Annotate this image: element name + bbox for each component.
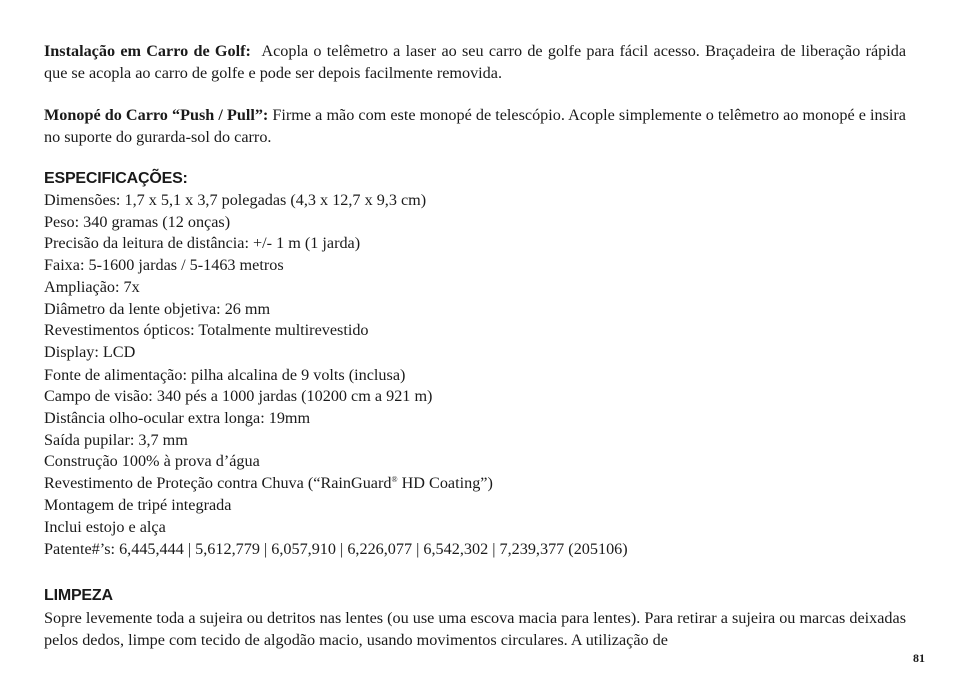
spec-item: Faixa: 5-1600 jardas / 5-1463 metros	[44, 256, 284, 275]
document-page	[44, 40, 906, 651]
cleaning-heading: LIMPEZA	[44, 586, 113, 604]
golf-cart-text: Acopla o telêmetro a laser ao seu carro de golfe para fácil acesso. Braçadeira de liberação rápida que se acopla ao carro de golfe e pode ser depois facilmente removida.	[44, 42, 907, 82]
spec-item-rainguard	[44, 473, 906, 495]
golf-cart-paragraph	[44, 40, 906, 84]
spec-item: Saída pupilar: 3,7 mm	[44, 430, 188, 449]
monopod-text: Firme a mão com este monopé de telescópio. Acople simplemente o telêmetro ao monopé e insira no suporte do gurarda-sol do carro.	[44, 106, 906, 146]
spec-item: Precisão da leitura de distância: +/- 1 m (1 jarda)	[44, 234, 361, 253]
spec-item: Inclui estojo e alça	[44, 517, 166, 536]
monopod-title: Monopé do Carro “Push / Pull”:	[44, 106, 269, 124]
spec-item: Ampliação: 7x	[44, 277, 140, 296]
spec-item: Distância olho-ocular extra longa: 19mm	[44, 409, 311, 428]
spec-item: Dimensões: 1,7 x 5,1 x 3,7 polegadas (4,3 x 12,7 x 9,3 cm)	[44, 191, 427, 209]
rainguard-text-before: Revestimento de Proteção contra Chuva (“RainGuard	[44, 474, 392, 493]
golf-cart-title: Instalação em Carro de Golf:	[44, 42, 251, 60]
spec-item: Revestimentos ópticos: Totalmente multirevestido	[44, 321, 369, 340]
spec-item: Display: LCD	[44, 342, 136, 361]
spec-item: Montagem de tripé integrada	[44, 495, 232, 514]
page-number: 81	[913, 651, 925, 665]
rainguard-text-after: HD Coating”)	[397, 474, 493, 493]
cleaning-paragraph: Sopre levemente toda a sujeira ou detritos nas lentes (ou use uma escova macia para lentes). Para retirar a sujeira ou marcas deixadas pelos dedos, limpe com tecido de algodão macio, usando movimentos circulares. A utilização de	[44, 608, 906, 649]
specs-list	[44, 190, 906, 561]
spec-item: Diâmetro da lente objetiva: 26 mm	[44, 299, 271, 318]
monopod-paragraph	[44, 104, 906, 148]
spec-item: Campo de visão: 340 pés a 1000 jardas (10200 cm a 921 m)	[44, 387, 433, 406]
specs-heading: ESPECIFICAÇÕES:	[44, 170, 188, 187]
spec-item: Construção 100% à prova d’água	[44, 452, 260, 471]
spec-item-patents: Patente#’s: 6,445,444 | 5,612,779 | 6,057,910 | 6,226,077 | 6,542,302 | 7,239,377 (205106)	[44, 540, 628, 559]
spec-item: Fonte de alimentação: pilha alcalina de 9 volts (inclusa)	[44, 365, 406, 384]
spec-item: Peso: 340 gramas (12 onças)	[44, 212, 231, 231]
registered-mark: ®	[391, 475, 398, 485]
